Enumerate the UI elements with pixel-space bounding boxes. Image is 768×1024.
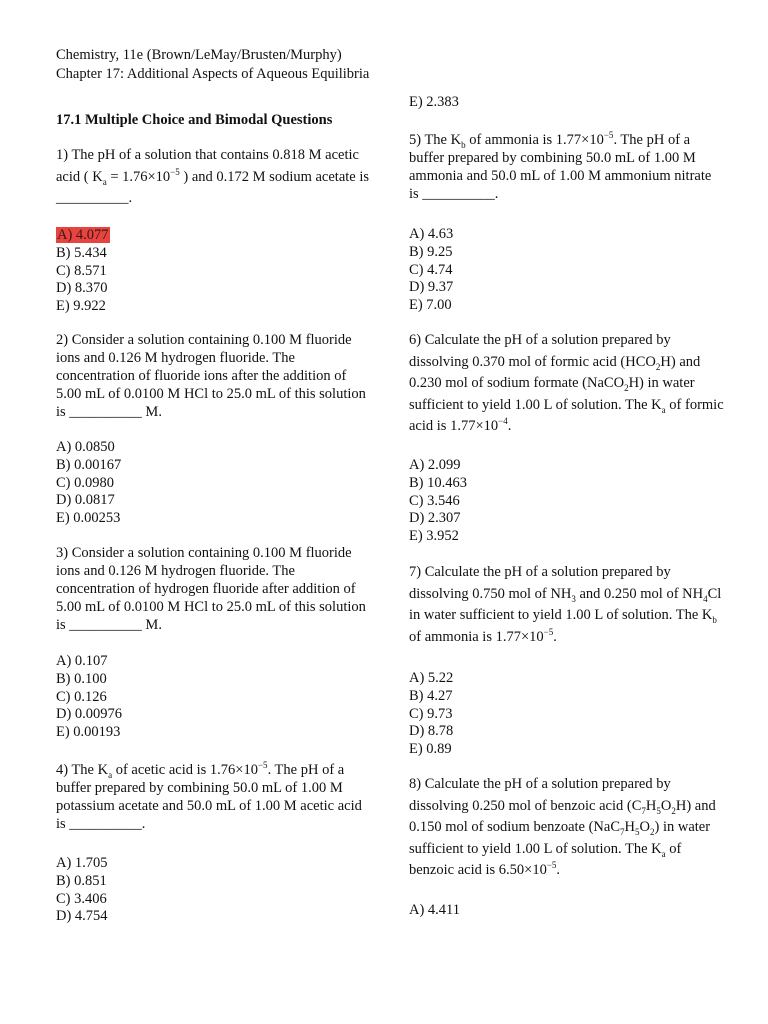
option-4-d[interactable]: D) 4.754: [56, 908, 108, 925]
option-2-d[interactable]: D) 0.0817: [56, 492, 115, 509]
option-2-a[interactable]: A) 0.0850: [56, 439, 115, 455]
option-3-d[interactable]: D) 0.00976: [56, 706, 123, 723]
question-6-options: [409, 456, 724, 545]
option-3-b[interactable]: B) 0.100: [56, 670, 107, 687]
question-8: [409, 774, 724, 882]
option-1-b[interactable]: B) 5.434: [56, 244, 107, 261]
option-7-c[interactable]: C) 9.73: [409, 705, 453, 722]
question-4: [56, 761, 371, 833]
option-5-a[interactable]: A) 4.63: [409, 226, 454, 242]
question-4-text: 4) The $K_a$ of acetic acid is $1.76\times 10^{-5}$. The pH of a buffer prepared by combining 50.0 mL of 1.00 M potassium acetate and 50.0 mL of 1.00 M acetic acid is __________.: [56, 760, 362, 832]
option-8-a[interactable]: A) 4.411: [409, 902, 461, 918]
question-2: [56, 331, 371, 421]
question-3: [56, 544, 371, 634]
option-3-c[interactable]: C) 0.126: [56, 688, 107, 705]
question-8-options: [409, 901, 724, 919]
question-2-options: [56, 438, 371, 527]
option-1-a[interactable]: [56, 226, 371, 244]
option-6-e[interactable]: E) 3.952: [409, 528, 459, 545]
question-2-text: 2) Consider a solution containing 0.100 M fluoride ions and 0.126 M hydrogen fluoride. The concentration of fluoride ions after the addition of 5.00 mL of 0.0100 M HCl to 25.0 mL of this solution is __________ M.: [56, 332, 366, 420]
option-2-e[interactable]: E) 0.00253: [56, 510, 121, 527]
question-7-text: 7) Calculate the pH of a solution prepared by dissolving 0.750 mol of $NH_3$ and 0.250 mol of $NH_4Cl$ in water sufficient to yield 1.00 L of solution. The $K_b$ of ammonia is $1.77\times 10^{-5}$.: [409, 564, 722, 645]
option-6-d[interactable]: D) 2.307: [409, 510, 461, 527]
question-5-text: 5) The $K_b$ of ammonia is $1.77\times 10^{-5}$. The pH of a buffer prepared by combining 50.0 mL of 1.00 M ammonia and 50.0 mL of 1.00 M ammonium nitrate is __________.: [409, 130, 712, 202]
question-6-text: 6) Calculate the pH of a solution prepared by dissolving 0.370 mol of formic acid $(HCO_2H)$ and 0.230 mol of sodium formate (NaCO$_2$H) in water sufficient to yield 1.00 L of solution. The $K_a$ of formic acid is $1.77\times 10^{-4}$.: [409, 332, 724, 434]
option-2-b[interactable]: B) 0.00167: [56, 456, 122, 473]
option-1-d[interactable]: D) 8.370: [56, 280, 108, 297]
question-1-text: 1) The pH of a solution that contains 0.818 M acetic acid ( $K_a = 1.76\times 10^{-5}$ ) and 0.172 M sodium acetate is __________.: [56, 147, 370, 206]
question-6: [409, 330, 724, 438]
option-6-b[interactable]: B) 10.463: [409, 474, 467, 491]
option-3-e[interactable]: E) 0.00193: [56, 724, 121, 741]
book-title: Chemistry, 11e (Brown/LeMay/Brusten/Murphy): [56, 47, 342, 63]
question-5-options: [409, 225, 724, 314]
option-7-e[interactable]: E) 0.89: [409, 741, 452, 758]
question-1: [56, 145, 371, 210]
question-3-options: [56, 652, 371, 741]
question-8-text: 8) Calculate the pH of a solution prepared by dissolving 0.250 mol of benzoic acid $(C_7H_5O_2H)$ and 0.150 mol of sodium benzoate $(NaC_7H_5O_2)$ in water sufficient to yield 1.00 L of solution. The $K_a$ of benzoic acid is $6.50\times 10^{-5}$.: [409, 776, 716, 878]
option-1-c[interactable]: C) 8.571: [56, 262, 107, 279]
answer-highlight: A) 4.077: [57, 227, 109, 243]
option-4-c[interactable]: C) 3.406: [56, 890, 107, 907]
section-heading-block: [56, 111, 371, 129]
option-4-e[interactable]: E) 2.383: [409, 94, 459, 110]
option-4-b[interactable]: B) 0.851: [56, 872, 107, 889]
question-3-text: 3) Consider a solution containing 0.100 M fluoride ions and 0.126 M hydrogen fluoride. The concentration of hydrogen fluoride after addition of 5.00 mL of 0.0100 M HCl to 25.0 mL of this solution is __________ M.: [56, 545, 366, 633]
option-7-a[interactable]: A) 5.22: [409, 670, 454, 686]
option-1-e[interactable]: E) 9.922: [56, 298, 106, 315]
option-5-e[interactable]: E) 7.00: [409, 297, 452, 314]
option-7-b[interactable]: B) 4.27: [409, 687, 453, 704]
option-3-a[interactable]: A) 0.107: [56, 653, 108, 669]
option-7-d[interactable]: D) 8.78: [409, 723, 454, 740]
question-7: [409, 562, 724, 648]
chapter-title: Chapter 17: Additional Aspects of Aqueous Equilibria: [56, 66, 370, 82]
question-5: [409, 131, 724, 203]
question-1-options: [56, 226, 371, 315]
section-title: 17.1 Multiple Choice and Bimodal Questions: [56, 112, 333, 128]
question-4-options: [56, 854, 371, 925]
option-2-c[interactable]: C) 0.0980: [56, 474, 114, 491]
option-5-c[interactable]: C) 4.74: [409, 261, 453, 278]
option-6-a[interactable]: A) 2.099: [409, 457, 461, 473]
question-4-options-continued: [409, 93, 724, 111]
question-7-options: [409, 669, 724, 758]
option-5-d[interactable]: D) 9.37: [409, 279, 454, 296]
option-5-b[interactable]: B) 9.25: [409, 243, 453, 260]
option-6-c[interactable]: C) 3.546: [409, 492, 460, 509]
document-header: [56, 46, 369, 84]
option-4-a[interactable]: A) 1.705: [56, 855, 108, 871]
